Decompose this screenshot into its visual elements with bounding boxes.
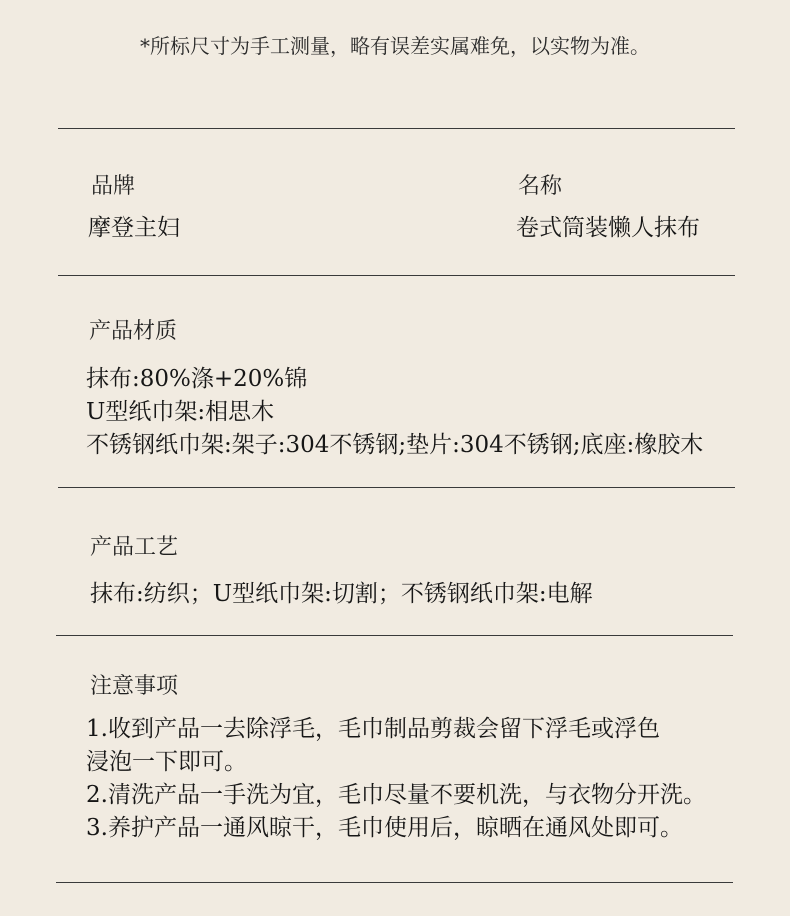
notice-line: 浸泡一下即可。	[86, 749, 247, 775]
divider	[58, 487, 735, 488]
notice-line: 3.养护产品一通风晾干，毛巾使用后，晾晒在通风处即可。	[86, 815, 683, 841]
craft-value: 抹布:纺织；U型纸巾架:切割；不锈钢纸巾架:电解	[90, 581, 593, 607]
divider	[58, 128, 735, 129]
divider	[56, 882, 733, 883]
divider	[58, 275, 735, 276]
name-label: 名称	[518, 174, 563, 199]
disclaimer-note: *所标尺寸为手工测量，略有误差实属难免，以实物为准。	[140, 34, 650, 58]
brand-value: 摩登主妇	[88, 215, 180, 241]
material-lines	[86, 363, 703, 462]
notice-label: 注意事项	[90, 674, 179, 699]
notice-line: 2.清洗产品一手洗为宜，毛巾尽量不要机洗，与衣物分开洗。	[86, 782, 706, 808]
brand-label: 品牌	[91, 174, 136, 199]
material-line: U型纸巾架:相思木	[86, 399, 275, 425]
material-line: 抹布:80%涤+20%锦	[86, 366, 308, 392]
name-value: 卷式筒装懒人抹布	[516, 215, 700, 241]
notice-line: 1.收到产品一去除浮毛，毛巾制品剪裁会留下浮毛或浮色	[86, 716, 660, 742]
material-line: 不锈钢纸巾架:架子:304不锈钢;垫片:304不锈钢;底座:橡胶木	[86, 432, 704, 458]
craft-label: 产品工艺	[90, 535, 179, 560]
material-label: 产品材质	[89, 319, 178, 344]
divider	[56, 635, 733, 636]
notice-lines	[86, 713, 706, 845]
